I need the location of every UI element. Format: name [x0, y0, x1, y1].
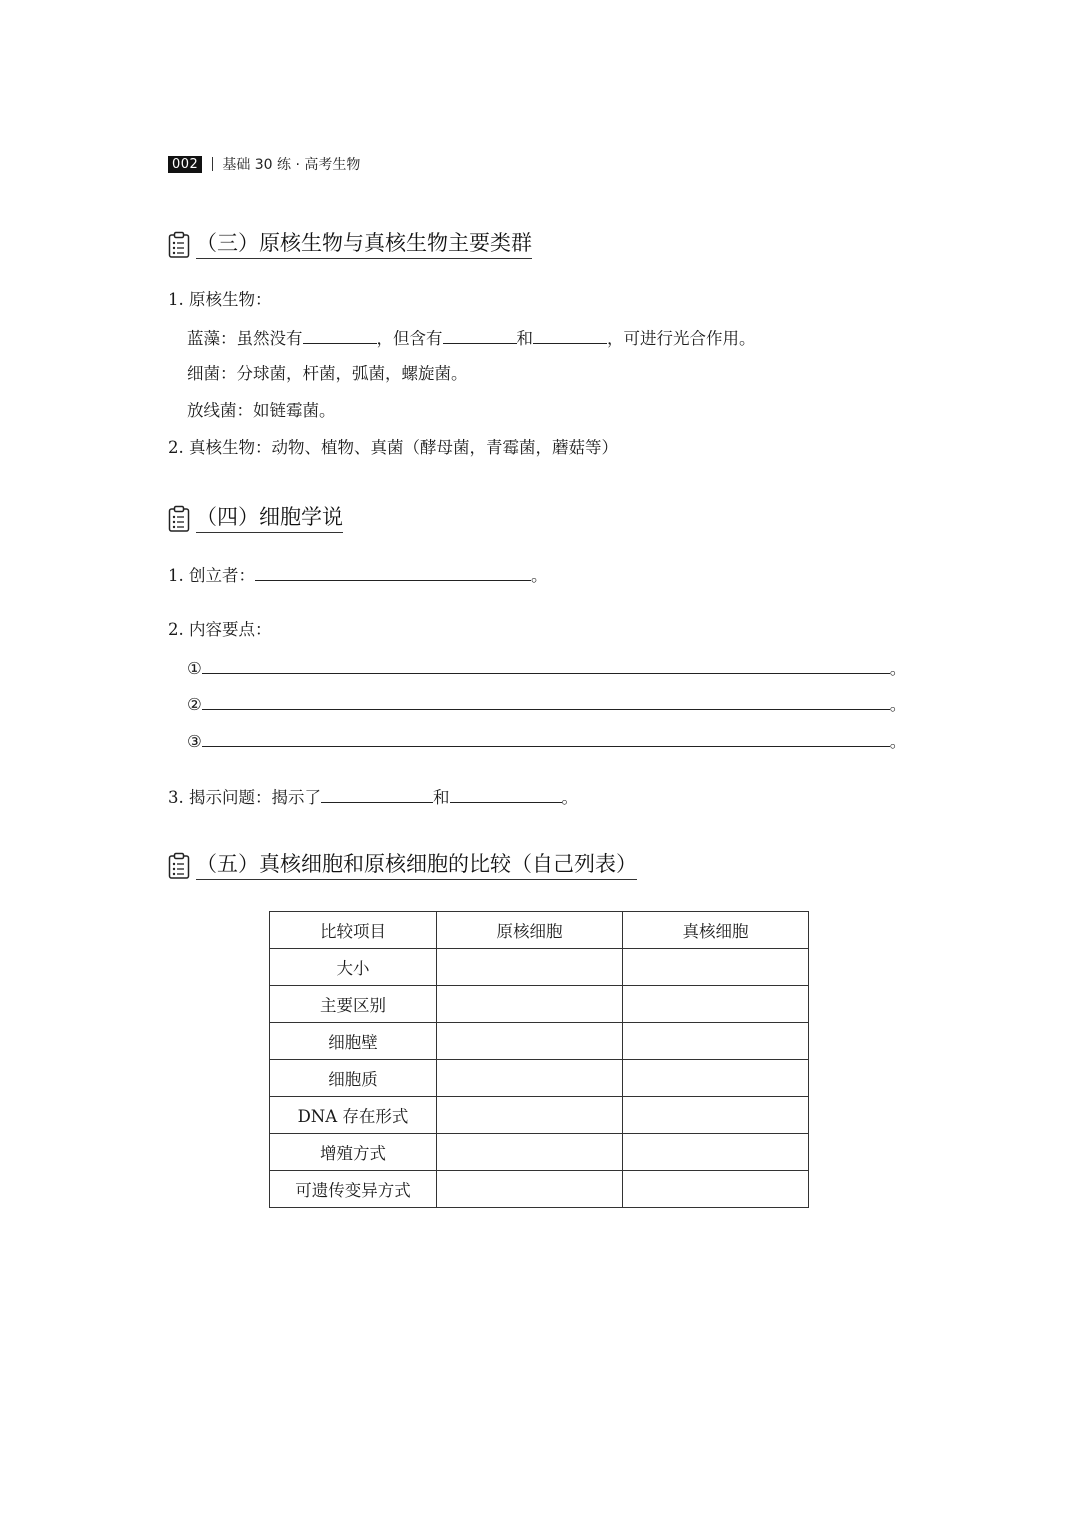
- blank-field[interactable]: [303, 326, 377, 344]
- empty-cell[interactable]: [437, 1060, 623, 1097]
- empty-cell[interactable]: [623, 1060, 809, 1097]
- row-label: 大小: [270, 949, 437, 986]
- section-3-heading: [168, 230, 532, 259]
- point-marker: ①: [187, 659, 202, 678]
- reveal-text-a: 3. 揭示问题：揭示了: [168, 788, 321, 807]
- point-period: 。: [889, 732, 907, 751]
- prokaryote-label: 1. 原核生物：: [168, 290, 272, 309]
- row-label: 细胞壁: [270, 1023, 437, 1060]
- row-label: DNA 存在形式: [270, 1097, 437, 1134]
- cyanobacteria-text-b: ，但含有: [376, 329, 443, 348]
- empty-cell[interactable]: [623, 1023, 809, 1060]
- blank-field[interactable]: [202, 729, 890, 747]
- bacteria-line: 细菌：分球菌，杆菌，弧菌，螺旋菌。: [187, 364, 468, 383]
- section-5-heading: [168, 851, 637, 880]
- header-divider: [212, 157, 213, 171]
- empty-cell[interactable]: [437, 986, 623, 1023]
- founder-line: [168, 563, 548, 587]
- point-line-2: [187, 692, 906, 716]
- blank-field[interactable]: [202, 692, 890, 710]
- point-marker: ②: [187, 695, 202, 714]
- empty-cell[interactable]: [437, 1171, 623, 1208]
- blank-field[interactable]: [202, 656, 890, 674]
- points-label: 2. 内容要点：: [168, 620, 272, 639]
- section-title: （五）真核细胞和原核细胞的比较（自己列表）: [196, 851, 637, 880]
- table-header-cell: 比较项目: [270, 912, 437, 949]
- clipboard-icon: [168, 852, 190, 880]
- section-title: （四）细胞学说: [196, 504, 343, 533]
- table-row: [270, 1171, 809, 1208]
- page-header: [168, 154, 360, 174]
- row-label: 主要区别: [270, 986, 437, 1023]
- clipboard-icon: [168, 231, 190, 259]
- table-row: [270, 1023, 809, 1060]
- point-period: 。: [889, 659, 907, 678]
- empty-cell[interactable]: [437, 949, 623, 986]
- section-4-heading: [168, 504, 343, 533]
- table-row: [270, 1134, 809, 1171]
- row-label: 细胞质: [270, 1060, 437, 1097]
- cyanobacteria-text-a: 蓝藻：虽然没有: [187, 329, 303, 348]
- eukaryote-line: 2. 真核生物：动物、植物、真菌（酵母菌，青霉菌，蘑菇等）: [168, 438, 618, 457]
- blank-field[interactable]: [533, 326, 607, 344]
- founder-label: 1. 创立者：: [168, 566, 255, 585]
- empty-cell[interactable]: [623, 1097, 809, 1134]
- blank-field[interactable]: [443, 326, 517, 344]
- actinomycetes-line: 放线菌：如链霉菌。: [187, 401, 336, 420]
- point-period: 。: [889, 695, 907, 714]
- table-header-row: [270, 912, 809, 949]
- cyanobacteria-text-d: ，可进行光合作用。: [607, 329, 756, 348]
- table-header-cell: 原核细胞: [437, 912, 623, 949]
- page-number: 002: [168, 156, 202, 173]
- book-title: 基础 30 练 · 高考生物: [222, 157, 361, 173]
- cyanobacteria-text-c: 和: [516, 329, 533, 348]
- cyanobacteria-line: [187, 326, 756, 350]
- row-label: 增殖方式: [270, 1134, 437, 1171]
- clipboard-icon: [168, 505, 190, 533]
- blank-field[interactable]: [321, 785, 433, 803]
- empty-cell[interactable]: [623, 1134, 809, 1171]
- table-row: [270, 949, 809, 986]
- empty-cell[interactable]: [623, 949, 809, 986]
- empty-cell[interactable]: [437, 1023, 623, 1060]
- table-row: [270, 986, 809, 1023]
- row-label: 可遗传变异方式: [270, 1171, 437, 1208]
- founder-period: 。: [531, 566, 548, 585]
- empty-cell[interactable]: [623, 986, 809, 1023]
- table-row: [270, 1060, 809, 1097]
- empty-cell[interactable]: [623, 1171, 809, 1208]
- point-line-3: [187, 729, 906, 753]
- empty-cell[interactable]: [437, 1134, 623, 1171]
- table-row: [270, 1097, 809, 1134]
- point-marker: ③: [187, 732, 202, 751]
- reveal-line: [168, 785, 578, 809]
- table-header-cell: 真核细胞: [623, 912, 809, 949]
- blank-field[interactable]: [450, 785, 562, 803]
- point-line-1: [187, 656, 906, 680]
- empty-cell[interactable]: [437, 1097, 623, 1134]
- reveal-text-c: 。: [561, 788, 578, 807]
- section-title: （三）原核生物与真核生物主要类群: [196, 230, 532, 259]
- reveal-text-b: 和: [433, 788, 450, 807]
- blank-field[interactable]: [255, 563, 531, 581]
- comparison-table: [269, 911, 809, 1208]
